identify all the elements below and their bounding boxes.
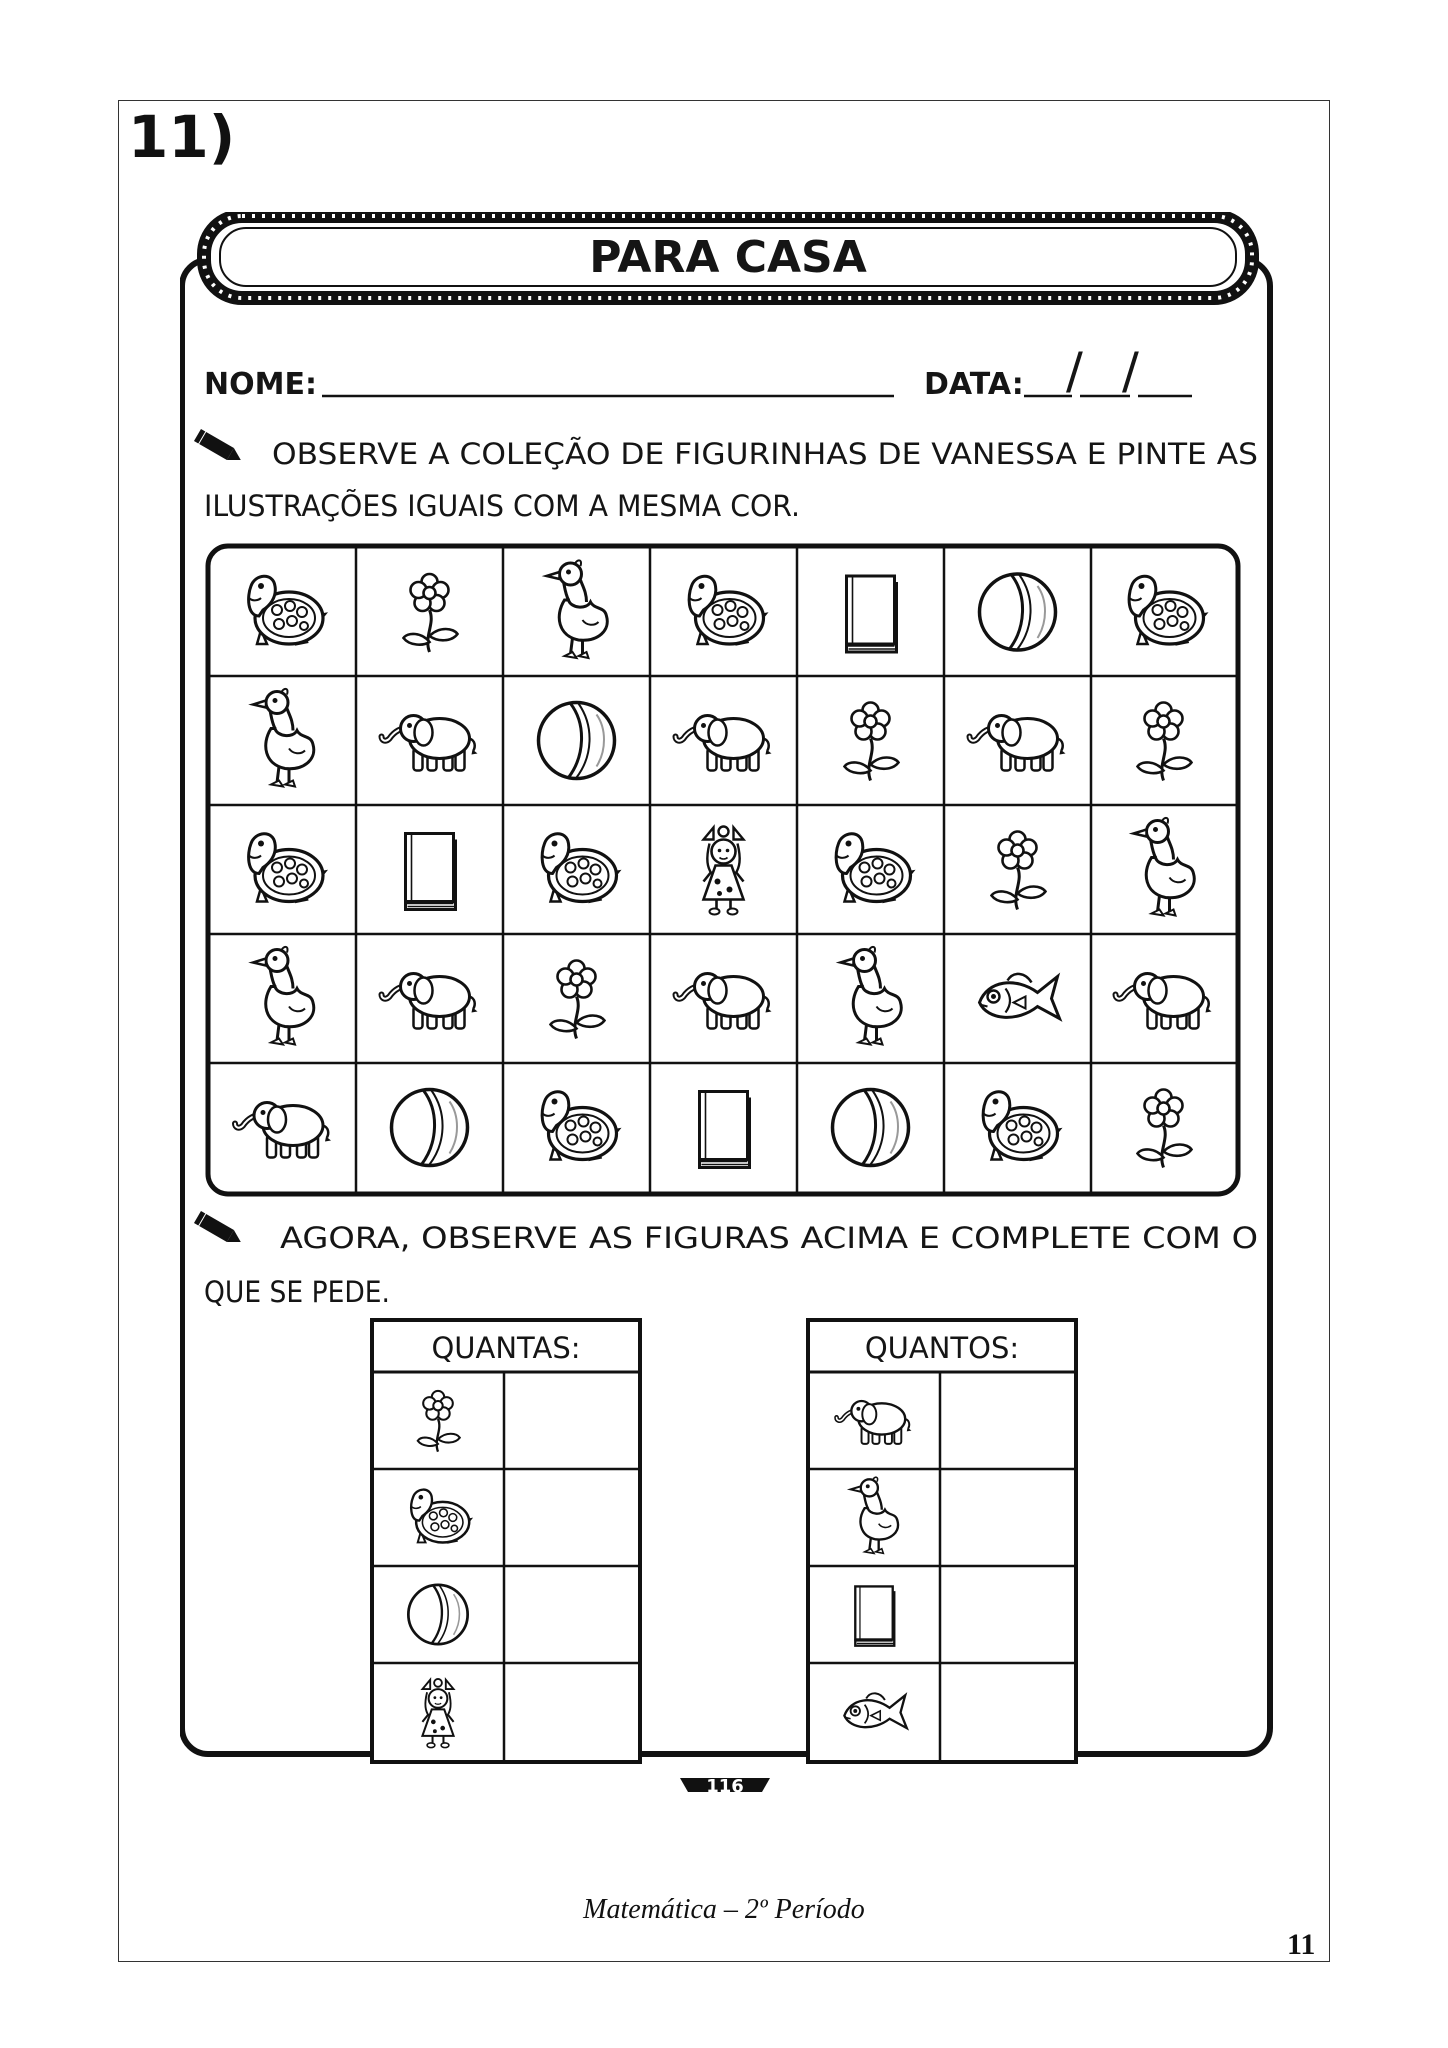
sticker-grid xyxy=(208,546,1238,1194)
question-number: 11) xyxy=(128,103,236,171)
date-slash-2: / xyxy=(1122,342,1139,400)
footer-subject: Matemática – 2º Período xyxy=(583,1894,865,1925)
ball-icon xyxy=(392,1090,468,1166)
quantos-answer-box[interactable] xyxy=(942,1568,1074,1661)
book-icon xyxy=(855,1586,894,1645)
quantos-answer-box[interactable] xyxy=(942,1471,1074,1564)
ball-icon xyxy=(980,574,1056,650)
ball-icon xyxy=(539,703,615,779)
quantos-answer-box[interactable] xyxy=(942,1665,1074,1760)
name-label: NOME: xyxy=(204,367,317,402)
banner-title: PARA CASA xyxy=(589,232,867,283)
book-page-number: 116 xyxy=(706,1776,744,1792)
quantos-answer-box[interactable] xyxy=(942,1374,1074,1467)
quantas-answer-box[interactable] xyxy=(506,1471,638,1564)
book-icon xyxy=(406,834,456,910)
book-page-tab xyxy=(680,1776,770,1792)
para-casa-banner xyxy=(204,216,1252,298)
quantos-header: QUANTOS: xyxy=(864,1331,1020,1365)
quantas-answer-box[interactable] xyxy=(506,1374,638,1467)
instruction-1-line-1: OBSERVE A COLEÇÃO DE FIGURINHAS DE VANESSA E PINTE AS xyxy=(272,437,1258,471)
instruction-2-line-1: AGORA, OBSERVE AS FIGURAS ACIMA E COMPLETE COM O xyxy=(280,1221,1258,1255)
worksheet xyxy=(180,212,1275,1792)
ball-icon xyxy=(408,1585,467,1644)
count-table-quantos xyxy=(808,1320,1076,1762)
quantas-header: QUANTAS: xyxy=(431,1331,581,1365)
book-icon xyxy=(847,576,897,652)
count-table-quantas xyxy=(372,1320,640,1762)
footer-page-number: 11 xyxy=(1287,1928,1316,1961)
ball-icon xyxy=(833,1090,909,1166)
date-slash-1: / xyxy=(1066,342,1083,400)
instruction-1-line-2: ILUSTRAÇÕES IGUAIS COM A MESMA COR. xyxy=(204,489,800,523)
book-icon xyxy=(700,1092,750,1168)
quantas-answer-box[interactable] xyxy=(506,1665,638,1760)
quantas-answer-box[interactable] xyxy=(506,1568,638,1661)
instruction-2-line-2: QUE SE PEDE. xyxy=(204,1275,390,1309)
date-label: DATA: xyxy=(924,367,1024,402)
